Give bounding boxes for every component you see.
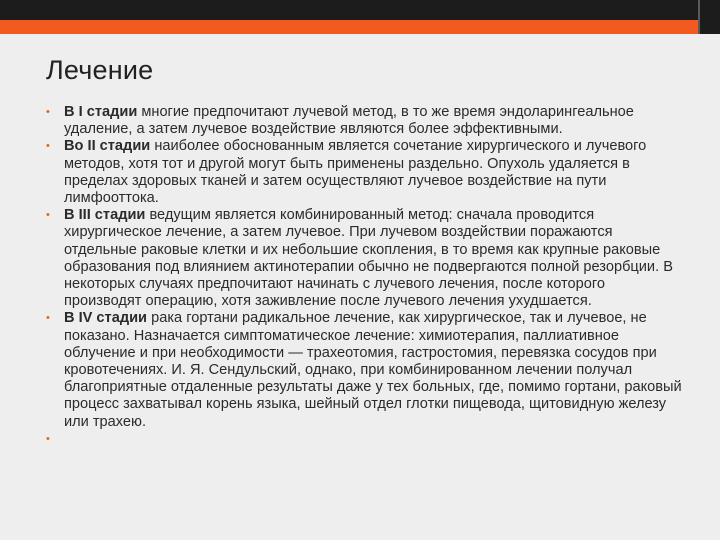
bullet-dot-icon: • [46,106,50,118]
top-accent-bar [0,20,698,34]
bullet-empty [46,431,686,448]
bullet-stage-1 [46,104,686,138]
slide-title: Лечение [46,55,154,85]
bullet-dot-icon: • [46,312,50,325]
divider-line [698,0,700,34]
bullet-list [46,104,686,448]
bullet-text: ведущим является комбинированный метод: сначала проводится хирургическое лечение, а затем лучевое. При лучевом воздействии поражаются отдельные раковые клетки и их небольшие скопления, в то время как крупные раковые образования под влиянием актинотерапии обычно не подвергаются полной резорбции. В некоторых случаях предпочитают начинать с лучевого лечения, после которого производят операцию, хотя заживление после лучевого лечения ухудшается. [64,207,673,310]
bullet-dot-icon: • [46,432,50,445]
slide-content [46,104,686,448]
bullet-stage-4 [46,310,686,430]
top-right-dark-strip [698,0,720,34]
top-dark-bar [0,0,720,20]
bullet-dot-icon: • [46,140,50,153]
bullet-lead: Во II стадии [64,138,151,155]
bullet-lead: В I стадии [64,104,138,120]
bullet-stage-3 [46,207,686,310]
bullet-lead: В IV стадии [64,310,148,327]
bullet-text: наиболее обоснованным является сочетание хирургического и лучевого методов, хотя тот и другой могут быть применены раздельно. Опухоль удаляется в пределах здоровых тканей и затем осуществляют лучевое воздействие на пути лимфооттока. [64,138,647,207]
bullet-dot-icon: • [46,209,50,222]
bullet-text: многие предпочитают лучевой метод, в то же время эндоларингеальное удаление, а затем лучевое воздействие являются более эффективными. [64,104,634,138]
bullet-stage-2 [46,138,686,207]
bullet-lead: В III стадии [64,207,146,224]
bullet-text: рака гортани радикальное лечение, как хирургическое, так и лучевое, не показано. Назначается симптоматическое лечение: химиотерапия, паллиативное облучение и при необходимости — трахеотомия, гастростомия, перевязка сосудов при кровотечениях. И. Я. Сендульский, однако, при комбинированном лечении получал благоприятные отдаленные результаты даже у тех больных, где, помимо гортани, раковый процесс захватывал корень языка, шейный отдел глотки пищевода, щитовидную железу или трахею. [64,310,682,430]
